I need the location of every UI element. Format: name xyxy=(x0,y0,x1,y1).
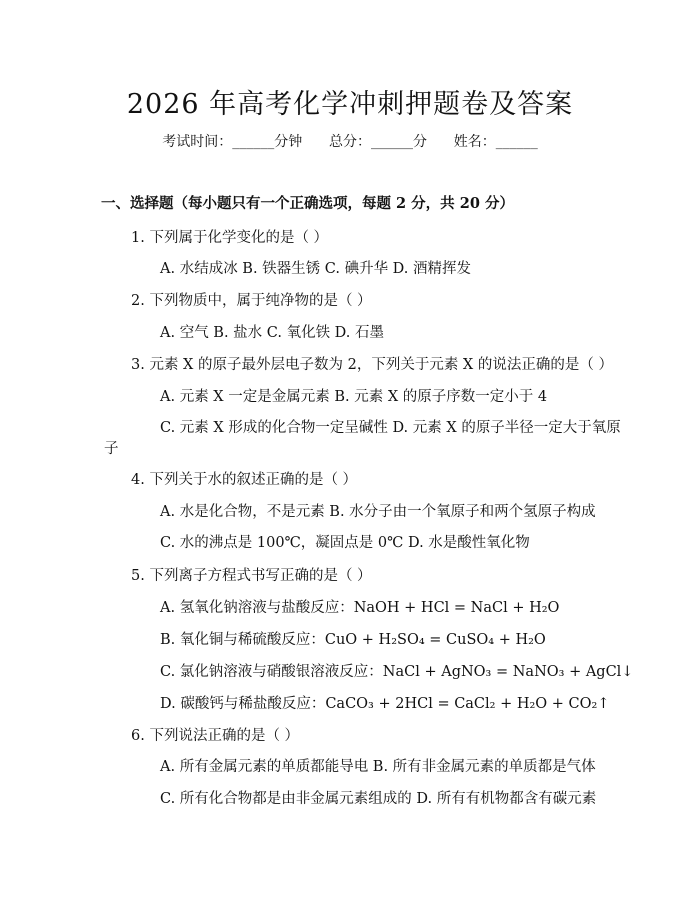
question-options: A. 水结成冰 B. 铁器生锈 C. 碘升华 D. 酒精挥发 xyxy=(160,261,472,277)
question-options: C. 所有化合物都是由非金属元素组成的 D. 所有有机物都含有碳元素 xyxy=(160,791,597,807)
question-stem: 3. 元素 X 的原子最外层电子数为 2，下列关于元素 X 的说法正确的是（ ） xyxy=(131,357,613,373)
time-field: 考试时间：______分钟 xyxy=(162,134,303,150)
question-options: A. 空气 B. 盐水 C. 氧化铁 D. 石墨 xyxy=(160,325,385,341)
question-options-wrap: 子 xyxy=(104,441,119,457)
section-title: 一、选择题（每小题只有一个正确选项，每题 2 分，共 20 分） xyxy=(101,195,514,212)
question-stem: 5. 下列离子方程式书写正确的是（ ） xyxy=(131,568,372,584)
score-field: 总分：______分 xyxy=(329,134,427,150)
page-title: 2026 年高考化学冲刺押题卷及答案 xyxy=(126,89,574,120)
question-options: A. 氢氧化钠溶液与盐酸反应：NaOH + HCl = NaCl + H₂O xyxy=(160,600,560,616)
question-options: C. 氯化钠溶液与硝酸银溶液反应：NaCl + AgNO₃ = NaNO₃ + AgCl↓ xyxy=(160,664,634,680)
name-field: 姓名：______ xyxy=(453,134,538,150)
question-stem: 4. 下列关于水的叙述正确的是（ ） xyxy=(131,472,358,488)
question-options: D. 碳酸钙与稀盐酸反应：CaCO₃ + 2HCl = CaCl₂ + H₂O + CO₂↑ xyxy=(160,696,610,712)
question-options: A. 水是化合物，不是元素 B. 水分子由一个氧原子和两个氢原子构成 xyxy=(160,504,596,520)
exam-meta xyxy=(0,131,700,151)
question-stem: 2. 下列物质中，属于纯净物的是（ ） xyxy=(131,293,372,309)
question-options: A. 元素 X 一定是金属元素 B. 元素 X 的原子序数一定小于 4 xyxy=(160,389,548,405)
question-stem: 6. 下列说法正确的是（ ） xyxy=(131,728,300,744)
question-options: B. 氧化铜与稀硫酸反应：CuO + H₂SO₄ = CuSO₄ + H₂O xyxy=(160,632,546,648)
question-options: A. 所有金属元素的单质都能导电 B. 所有非金属元素的单质都是气体 xyxy=(160,759,596,775)
question-options: C. 水的沸点是 100℃，凝固点是 0℃ D. 水是酸性氧化物 xyxy=(160,535,530,551)
question-stem: 1. 下列属于化学变化的是（ ） xyxy=(131,230,329,246)
question-options: C. 元素 X 形成的化合物一定呈碱性 D. 元素 X 的原子半径一定大于氧原 xyxy=(160,420,621,436)
